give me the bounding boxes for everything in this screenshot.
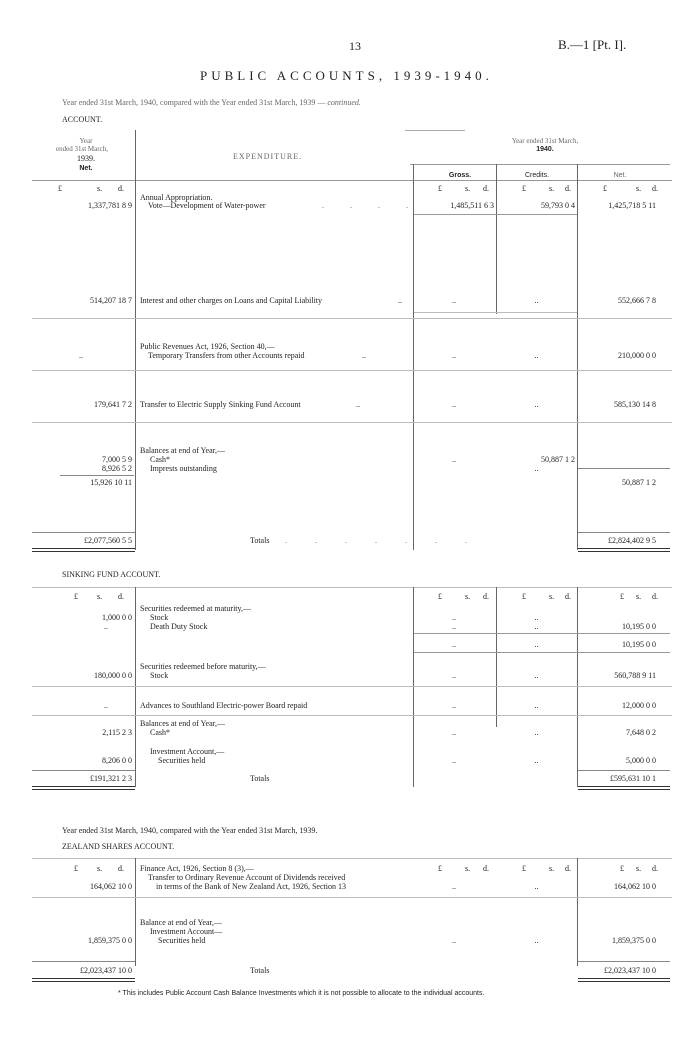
gross-value: .. bbox=[452, 351, 456, 360]
dots: .. bbox=[452, 613, 456, 622]
subtitle bbox=[62, 98, 361, 107]
section3-subtitle: Year ended 31st March, 1940, compared with the Year ended 31st March, 1939. bbox=[62, 826, 318, 835]
imprests-label: Imprests outstanding bbox=[150, 464, 217, 473]
totals-rule bbox=[578, 961, 670, 962]
dots: .. bbox=[534, 701, 539, 710]
totals-rule bbox=[32, 770, 135, 771]
unit-shilling-gross: s. bbox=[465, 592, 471, 601]
cash-prev: 2,115 2 3 bbox=[102, 728, 132, 737]
row-label: Public Revenues Act, 1926, Section 40,— bbox=[140, 342, 275, 351]
unit-pound-gross: £ bbox=[438, 864, 442, 873]
unit-pence-net: d. bbox=[652, 864, 658, 873]
unit-shilling-gross: s. bbox=[465, 864, 471, 873]
balances-net: 50,887 1 2 bbox=[622, 478, 656, 487]
cash-prev: 7,000 5 9 bbox=[102, 455, 132, 464]
prev-value: 179,641 7 2 bbox=[94, 400, 132, 409]
before-prev: 180,000 0 0 bbox=[94, 671, 132, 680]
col-rule-net bbox=[577, 164, 578, 550]
net-head: Net. bbox=[613, 172, 627, 179]
death-duty-label: Death Duty Stock bbox=[150, 622, 208, 631]
totals-prev: £2,023,437 10 0 bbox=[80, 966, 132, 975]
totals-net: £2,824,402 9 5 bbox=[608, 536, 656, 545]
unit-shilling-prev: s. bbox=[97, 864, 103, 873]
unit-shilling-credits: s. bbox=[549, 864, 555, 873]
unit-pound-credits: £ bbox=[522, 592, 526, 601]
prev-year-net-head: Net. bbox=[79, 165, 93, 172]
balances-prev-total: 15,926 10 11 bbox=[90, 478, 132, 487]
dots: .. bbox=[398, 296, 402, 305]
dots: .. bbox=[534, 671, 539, 680]
totals-double-rule bbox=[578, 548, 670, 552]
subtotal-rule bbox=[414, 652, 670, 653]
col-rule-credits bbox=[496, 164, 497, 314]
stock-prev: 1,000 0 0 bbox=[102, 613, 132, 622]
unit-pound-prev: £ bbox=[74, 864, 78, 873]
dots: .. bbox=[356, 400, 360, 409]
sinking-fund-heading: SINKING FUND ACCOUNT. bbox=[62, 570, 161, 579]
gross-value: .. bbox=[452, 296, 456, 305]
row-rule bbox=[32, 686, 672, 687]
row-rule bbox=[414, 312, 577, 313]
cash-credits: 50,887 1 2 bbox=[541, 455, 575, 464]
balances-heading: Balances at end of Year,— bbox=[140, 719, 225, 728]
totals-label: Totals bbox=[250, 774, 270, 783]
dots: .. bbox=[452, 756, 456, 765]
redeemed-subtotal: 10,195 0 0 bbox=[622, 640, 656, 649]
shares-heading: ZEALAND SHARES ACCOUNT. bbox=[62, 842, 175, 851]
row-label: Temporary Transfers from other Accounts repaid bbox=[148, 351, 305, 360]
dots: .. bbox=[534, 936, 539, 945]
totals-rule bbox=[32, 961, 135, 962]
row-rule bbox=[32, 897, 672, 898]
unit-pound-credits: £ bbox=[522, 184, 526, 193]
credits-value: 59,793 0 4 bbox=[541, 201, 575, 210]
totals-rule bbox=[578, 532, 670, 533]
col-rule-net bbox=[577, 587, 578, 787]
subtitle-text: Year ended 31st March, 1940, compared with the Year ended 31st March, 1939 — bbox=[62, 98, 326, 107]
dots: .. bbox=[452, 640, 456, 649]
dots: .. bbox=[452, 728, 456, 737]
totals-double-rule bbox=[578, 786, 670, 790]
unit-pence-credits: d. bbox=[565, 184, 571, 193]
credits-value: .. bbox=[534, 351, 539, 360]
col-rule-prev bbox=[135, 587, 136, 787]
totals-prev: £191,321 2 3 bbox=[90, 774, 132, 783]
row-rule bbox=[32, 370, 672, 371]
dots: .. bbox=[362, 351, 366, 360]
unit-pence-net: d. bbox=[652, 184, 658, 193]
totals-net: £595,631 10 1 bbox=[610, 774, 656, 783]
securities-prev: 8,206 0 0 bbox=[102, 756, 132, 765]
finance-net: 164,062 10 0 bbox=[614, 882, 656, 891]
cash-label: Cash* bbox=[150, 455, 170, 464]
totals-rule bbox=[32, 532, 135, 533]
securities-net: 1,859,375 0 0 bbox=[612, 936, 656, 945]
header-rule-top bbox=[405, 130, 465, 131]
dots: .. bbox=[534, 756, 539, 765]
dots: .. bbox=[452, 622, 456, 631]
row-rule bbox=[32, 422, 672, 423]
credits-value: .. bbox=[534, 296, 539, 305]
row-label: Transfer to Electric Supply Sinking Fund Account bbox=[140, 400, 301, 409]
dots: .. bbox=[534, 622, 539, 631]
unit-pound-net: £ bbox=[620, 864, 624, 873]
col-rule-prev bbox=[135, 130, 136, 550]
securities-prev: 1,859,375 0 0 bbox=[88, 936, 132, 945]
row-label: Annual Appropriation. bbox=[140, 193, 213, 202]
net-value: 1,425,718 5 11 bbox=[608, 201, 656, 210]
unit-shilling-prev: s. bbox=[97, 592, 103, 601]
net-value: 585,130 14 8 bbox=[614, 400, 656, 409]
before-stock-label: Stock bbox=[150, 671, 169, 680]
unit-pence-net: d. bbox=[652, 592, 658, 601]
unit-pence-prev: d. bbox=[118, 184, 124, 193]
gross-value: .. bbox=[452, 400, 456, 409]
prev-value: 514,207 18 7 bbox=[90, 296, 132, 305]
prev-year-head-2: ended 31st March, bbox=[56, 145, 108, 153]
dots: .. bbox=[534, 728, 539, 737]
subtitle-continued: continued. bbox=[327, 98, 361, 107]
unit-pound-credits: £ bbox=[522, 864, 526, 873]
prev-year-head-1: Year bbox=[79, 137, 93, 145]
unit-pound-net: £ bbox=[603, 184, 607, 193]
totals-label: Totals bbox=[250, 536, 270, 545]
dots: .. bbox=[452, 882, 456, 891]
subtotal-rule bbox=[414, 633, 670, 634]
unit-shilling-prev: s. bbox=[97, 184, 103, 193]
account-heading: ACCOUNT. bbox=[62, 115, 103, 124]
unit-pence-gross: d. bbox=[483, 184, 489, 193]
unit-pence-prev: d. bbox=[118, 592, 124, 601]
dots: .. bbox=[452, 455, 456, 464]
imprests-prev: 8,926 5 2 bbox=[102, 464, 132, 473]
totals-net: £2,023,437 10 0 bbox=[604, 966, 656, 975]
advances-prev: .. bbox=[104, 701, 108, 710]
before-net: 560,788 9 11 bbox=[614, 671, 656, 680]
totals-double-rule bbox=[578, 978, 670, 982]
page-number: 13 bbox=[349, 39, 361, 53]
row-rule bbox=[32, 715, 672, 716]
death-duty-prev: .. bbox=[104, 622, 108, 631]
dots: .. bbox=[534, 882, 539, 891]
redeemed-heading: Securities redeemed at maturity,— bbox=[140, 604, 251, 613]
prev-year-head-3: 1939. bbox=[77, 154, 95, 163]
unit-shilling-net: s. bbox=[636, 184, 642, 193]
unit-pence-credits: d. bbox=[565, 864, 571, 873]
footnote: * This includes Public Account Cash Balance Investments which it is not possible to allocate to the individual accounts. bbox=[118, 990, 485, 997]
advances-label: Advances to Southland Electric-power Board repaid bbox=[140, 701, 308, 710]
before-heading: Securities redeemed before maturity,— bbox=[140, 662, 266, 671]
col-rule-net bbox=[577, 858, 578, 966]
securities-net: 5,000 0 0 bbox=[626, 756, 656, 765]
dots: .. bbox=[452, 671, 456, 680]
expenditure-head: EXPENDITURE. bbox=[233, 152, 303, 161]
totals-double-rule bbox=[32, 548, 135, 552]
col-rule-prev bbox=[135, 858, 136, 966]
dots: .. bbox=[452, 936, 456, 945]
investment-heading: Investment Account,— bbox=[150, 747, 225, 756]
col-rule-credits bbox=[496, 587, 497, 727]
header-rule-bottom bbox=[32, 180, 672, 181]
net-value: 210,000 0 0 bbox=[618, 351, 656, 360]
cur-year-head-2: 1940. bbox=[536, 146, 554, 153]
row-label: Interest and other charges on Loans and Capital Liability bbox=[140, 296, 323, 305]
totals-label: Totals bbox=[250, 966, 270, 975]
dots: .. bbox=[534, 640, 539, 649]
unit-shilling-credits: s. bbox=[549, 592, 555, 601]
finance-line-1: Finance Act, 1926, Section 8 (3),— bbox=[140, 864, 254, 873]
unit-shilling-net: s. bbox=[636, 592, 642, 601]
balance-heading: Balance at end of Year,— bbox=[140, 918, 222, 927]
unit-pence-prev: d. bbox=[118, 864, 124, 873]
unit-shilling-net: s. bbox=[636, 864, 642, 873]
unit-pence-gross: d. bbox=[483, 864, 489, 873]
row-rule bbox=[32, 318, 672, 319]
unit-pound-gross: £ bbox=[438, 592, 442, 601]
gross-head: Gross. bbox=[448, 172, 472, 179]
credits-head: Credits. bbox=[524, 172, 550, 179]
credits-value: .. bbox=[534, 400, 539, 409]
document-reference: B.—1 [Pt. I]. bbox=[558, 37, 627, 52]
prev-value: 1,337,781 8 9 bbox=[88, 201, 132, 210]
section-rule bbox=[32, 587, 672, 588]
unit-shilling-credits: s. bbox=[549, 184, 555, 193]
subtotal-rule bbox=[578, 468, 670, 469]
finance-line-2: Transfer to Ordinary Revenue Account of Dividends received bbox=[148, 873, 346, 882]
unit-pound-gross: £ bbox=[438, 184, 442, 193]
gross-value: 1,485,511 6 3 bbox=[450, 201, 494, 210]
finance-prev: 164,062 10 0 bbox=[90, 882, 132, 891]
unit-pound-prev: £ bbox=[58, 184, 62, 193]
dots: .. bbox=[534, 464, 539, 473]
totals-double-rule bbox=[32, 786, 135, 790]
unit-shilling-gross: s. bbox=[465, 184, 471, 193]
row-label: Vote—Development of Water-power bbox=[148, 201, 266, 210]
dots: .. bbox=[534, 613, 539, 622]
cur-year-head-1: Year ended 31st March, bbox=[511, 137, 579, 145]
advances-net: 12,000 0 0 bbox=[622, 701, 656, 710]
prev-value: .. bbox=[79, 351, 83, 360]
securities-label: Securities held bbox=[158, 756, 206, 765]
totals-prev: £2,077,560 5 5 bbox=[84, 536, 132, 545]
cash-label: Cash* bbox=[150, 728, 170, 737]
unit-pence-credits: d. bbox=[565, 592, 571, 601]
securities-label: Securities held bbox=[158, 936, 206, 945]
investment-heading: Investment Account— bbox=[150, 927, 223, 936]
cash-net: 7,648 0 2 bbox=[626, 728, 656, 737]
net-value: 552,666 7 8 bbox=[618, 296, 656, 305]
page-title: PUBLIC ACCOUNTS, 1939-1940. bbox=[200, 68, 493, 83]
unit-pence-gross: d. bbox=[483, 592, 489, 601]
row-rule bbox=[414, 214, 577, 215]
unit-pound-prev: £ bbox=[74, 592, 78, 601]
death-duty-net: 10,195 0 0 bbox=[622, 622, 656, 631]
subtotal-rule bbox=[60, 475, 134, 476]
finance-line-3: in terms of the Bank of New Zealand Act, 1926, Section 13 bbox=[156, 882, 346, 891]
dots: .. bbox=[452, 701, 456, 710]
stock-label: Stock bbox=[150, 613, 169, 622]
balances-heading: Balances at end of Year,— bbox=[140, 446, 225, 455]
section-rule bbox=[32, 858, 672, 859]
header-rule-mid bbox=[410, 164, 670, 165]
totals-double-rule bbox=[32, 978, 135, 982]
unit-pound-net: £ bbox=[620, 592, 624, 601]
totals-rule bbox=[578, 770, 670, 771]
